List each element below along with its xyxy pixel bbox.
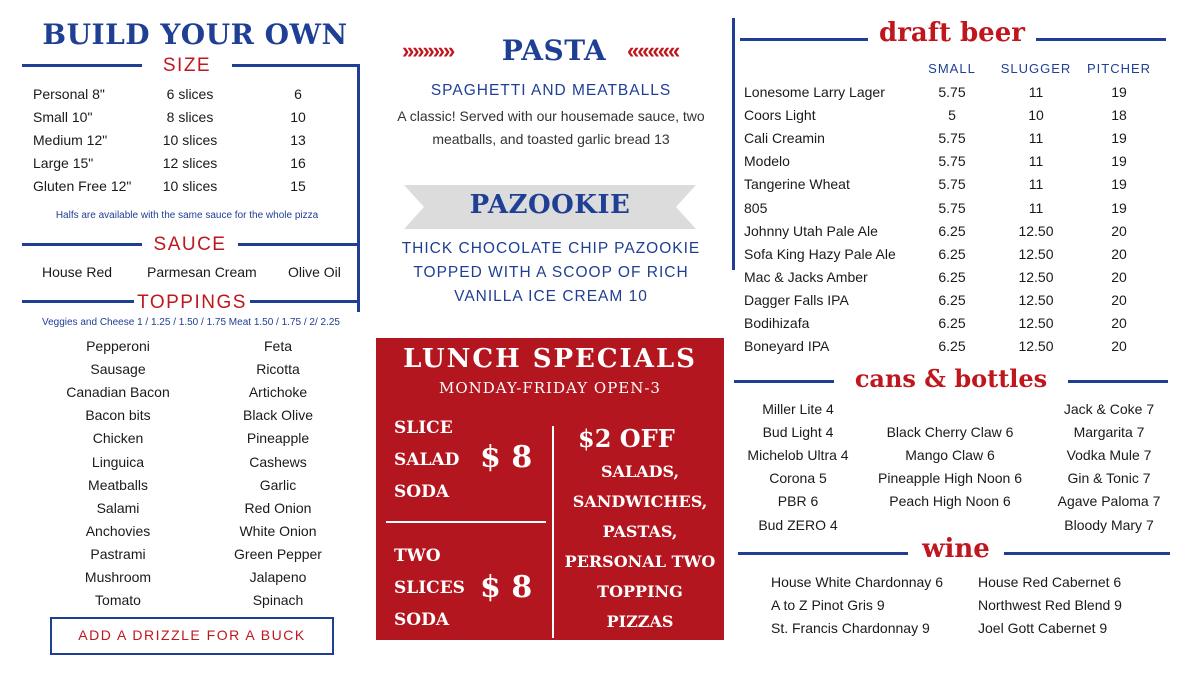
- wine-title: wine: [922, 534, 990, 564]
- topping-item: Sausage: [90, 361, 146, 378]
- topping-item: Canadian Bacon: [66, 384, 170, 401]
- beer-name: Coors Light: [744, 107, 816, 124]
- discount-item: PIZZAS: [606, 612, 674, 631]
- discount-item: TOPPING: [597, 582, 683, 601]
- beer-slugger: 11: [1028, 130, 1044, 147]
- lunch-subtitle: MONDAY-FRIDAY OPEN-3: [439, 379, 661, 397]
- beer-name: Sofa King Hazy Pale Ale: [744, 245, 896, 262]
- beer-name: Tangerine Wheat: [744, 176, 850, 193]
- beer-pitcher: 20: [1111, 268, 1127, 285]
- pazookie-desc: VANILLA ICE CREAM 10: [454, 288, 648, 305]
- can-item: Vodka Mule 7: [1066, 447, 1152, 464]
- beer-pitcher: 20: [1111, 291, 1127, 308]
- beer-name: 805: [744, 199, 768, 216]
- divider: [738, 552, 908, 555]
- beer-slugger: 12.50: [1018, 222, 1054, 239]
- discount-item: SALADS,: [600, 462, 680, 481]
- wine-item: Joel Gott Cabernet 9: [978, 620, 1108, 636]
- size-name: Small 10": [33, 109, 93, 125]
- divider: [732, 18, 735, 270]
- combo-item: SLICE: [394, 418, 453, 438]
- topping-item: Anchovies: [85, 522, 151, 539]
- sauce-option: Parmesan Cream: [147, 264, 257, 280]
- beer-slugger: 10: [1028, 107, 1044, 124]
- size-slices: 12 slices: [162, 155, 218, 171]
- topping-item: Ricotta: [256, 361, 300, 378]
- toppings-heading: TOPPINGS: [137, 292, 247, 313]
- wine-item: House White Chardonnay 6: [771, 574, 943, 590]
- size-price: 10: [290, 109, 306, 125]
- combo-item: TWO: [394, 546, 441, 566]
- pazookie-desc: TOPPED WITH A SCOOP OF RICH: [413, 264, 689, 281]
- beer-name: Boneyard IPA: [744, 338, 830, 355]
- beer-small: 5.75: [938, 199, 966, 216]
- divider: [1036, 38, 1166, 41]
- beer-name: Modelo: [744, 153, 790, 170]
- divider: [22, 243, 142, 246]
- topping-item: White Onion: [239, 522, 317, 539]
- topping-item: Red Onion: [244, 499, 312, 516]
- topping-item: Bacon bits: [85, 407, 151, 424]
- size-slices: 10 slices: [162, 132, 218, 148]
- pasta-title: PASTA: [501, 34, 607, 67]
- combo-price: $ 8: [480, 440, 533, 475]
- topping-item: Black Olive: [242, 407, 314, 424]
- beer-header: PITCHER: [1086, 61, 1152, 76]
- draft-beer-title: draft beer: [879, 18, 1025, 48]
- pasta-description: meatballs, and toasted garlic bread 13: [432, 131, 670, 147]
- beer-header: SMALL: [928, 61, 976, 76]
- lunch-specials-panel: [376, 338, 724, 640]
- can-item: Pineapple High Noon 6: [878, 470, 1022, 487]
- topping-item: Mushroom: [84, 569, 152, 585]
- topping-item: Cashews: [249, 453, 307, 470]
- topping-item: Chicken: [92, 430, 144, 447]
- build-your-own-title: BUILD YOUR OWN: [42, 18, 348, 51]
- topping-item: Pepperoni: [86, 338, 150, 354]
- beer-pitcher: 19: [1111, 84, 1127, 100]
- discount-item: SANDWICHES,: [572, 492, 708, 511]
- cans-bottles-title: cans & bottles: [854, 364, 1048, 393]
- divider: [22, 64, 142, 67]
- topping-item: Jalapeno: [249, 569, 307, 585]
- beer-name: Bodihizafa: [744, 315, 810, 331]
- beer-slugger: 11: [1028, 199, 1044, 216]
- beer-small: 6.25: [938, 245, 966, 262]
- topping-item: Spinach: [252, 592, 304, 609]
- topping-item: Pastrami: [90, 545, 146, 562]
- divider: [357, 64, 360, 312]
- beer-pitcher: 19: [1111, 176, 1127, 193]
- pazookie-title: PAZOOKIE: [469, 190, 631, 220]
- can-item: Corona 5: [769, 470, 827, 487]
- size-price: 16: [290, 155, 306, 171]
- wine-item: Northwest Red Blend 9: [978, 597, 1122, 613]
- combo-price: $ 8: [480, 570, 533, 605]
- beer-pitcher: 20: [1111, 338, 1127, 355]
- can-item: Jack & Coke 7: [1063, 401, 1155, 417]
- beer-header: SLUGGER: [1000, 61, 1072, 76]
- lunch-divider: [386, 521, 546, 523]
- beer-small: 5.75: [938, 153, 966, 170]
- drizzle-text: ADD A DRIZZLE FOR A BUCK: [78, 627, 306, 643]
- beer-pitcher: 20: [1111, 245, 1127, 262]
- size-slices: 6 slices: [166, 86, 214, 102]
- topping-item: Green Pepper: [234, 545, 322, 562]
- halfs-note: Halfs are available with the same sauce for the whole pizza: [55, 210, 319, 221]
- wine-item: A to Z Pinot Gris 9: [771, 597, 885, 613]
- size-name: Gluten Free 12": [33, 178, 132, 194]
- pasta-description: A classic! Served with our housemade sauce, two: [397, 108, 705, 124]
- beer-small: 6.25: [938, 338, 966, 355]
- arrows-left-icon: »»»»»: [402, 38, 454, 63]
- discount-item: PERSONAL TWO: [564, 552, 716, 571]
- pazookie-desc: THICK CHOCOLATE CHIP PAZOOKIE: [401, 240, 701, 257]
- beer-small: 5: [948, 107, 956, 124]
- beer-pitcher: 19: [1111, 199, 1127, 216]
- wine-item: House Red Cabernet 6: [978, 574, 1122, 590]
- topping-item: Pineapple: [246, 430, 310, 447]
- topping-item: Tomato: [95, 592, 141, 609]
- beer-slugger: 12.50: [1018, 315, 1054, 331]
- divider: [22, 300, 134, 303]
- size-name: Personal 8": [33, 86, 105, 102]
- beer-pitcher: 18: [1111, 107, 1127, 124]
- beer-pitcher: 19: [1111, 130, 1127, 147]
- beer-slugger: 12.50: [1018, 338, 1054, 355]
- topping-item: Meatballs: [88, 476, 148, 493]
- beer-small: 6.25: [938, 222, 966, 239]
- can-item: Mango Claw 6: [905, 447, 995, 464]
- divider: [238, 243, 360, 246]
- beer-slugger: 12.50: [1018, 245, 1054, 262]
- toppings-prices: Veggies and Cheese 1 / 1.25 / 1.50 / 1.75 Meat 1.50 / 1.75 / 2/ 2.25: [42, 317, 340, 328]
- size-slices: 10 slices: [162, 178, 218, 194]
- can-item: Bud Light 4: [762, 424, 834, 441]
- can-item: Bud ZERO 4: [758, 516, 838, 533]
- divider: [1068, 380, 1168, 383]
- combo-item: SODA: [394, 610, 450, 630]
- beer-pitcher: 19: [1111, 153, 1127, 170]
- can-item: Margarita 7: [1073, 424, 1145, 441]
- can-item: Gin & Tonic 7: [1067, 470, 1151, 487]
- size-price: 6: [294, 86, 302, 102]
- divider: [232, 64, 360, 67]
- beer-small: 5.75: [938, 130, 966, 147]
- discount-title: $2 OFF: [578, 424, 675, 453]
- beer-name: Dagger Falls IPA: [744, 291, 849, 308]
- pasta-dish: SPAGHETTI AND MEATBALLS: [430, 82, 672, 99]
- beer-name: Cali Creamin: [744, 130, 825, 147]
- beer-name: Lonesome Larry Lager: [744, 84, 885, 100]
- divider: [734, 380, 834, 383]
- beer-small: 5.75: [938, 176, 966, 193]
- size-slices: 8 slices: [166, 109, 214, 125]
- beer-small: 6.25: [938, 268, 966, 285]
- topping-item: Salami: [96, 499, 140, 516]
- topping-item: Feta: [263, 338, 292, 354]
- topping-item: Linguica: [91, 453, 145, 470]
- combo-item: SODA: [394, 482, 450, 502]
- can-item: PBR 6: [777, 493, 819, 510]
- beer-small: 5.75: [938, 84, 966, 100]
- can-item: Bloody Mary 7: [1064, 516, 1154, 533]
- beer-pitcher: 20: [1111, 315, 1127, 331]
- arrows-right-icon: «««««: [627, 38, 679, 63]
- wine-item: St. Francis Chardonnay 9: [771, 620, 930, 636]
- beer-slugger: 11: [1028, 153, 1044, 170]
- size-price: 13: [290, 132, 306, 148]
- topping-item: Artichoke: [248, 384, 308, 401]
- size-name: Large 15": [33, 155, 94, 171]
- sauce-heading: SAUCE: [153, 234, 227, 255]
- lunch-divider: [552, 426, 554, 638]
- combo-item: SLICES: [394, 578, 465, 598]
- beer-pitcher: 20: [1111, 222, 1127, 239]
- can-item: Peach High Noon 6: [889, 493, 1011, 510]
- divider: [250, 300, 360, 303]
- can-item: Michelob Ultra 4: [747, 447, 849, 464]
- discount-item: PASTAS,: [602, 522, 678, 541]
- beer-name: Mac & Jacks Amber: [744, 268, 868, 285]
- can-item: Black Cherry Claw 6: [886, 424, 1014, 440]
- beer-small: 6.25: [938, 291, 966, 308]
- beer-slugger: 12.50: [1018, 291, 1054, 308]
- combo-item: SALAD: [394, 450, 460, 470]
- size-heading: SIZE: [162, 55, 212, 76]
- beer-name: Johnny Utah Pale Ale: [744, 222, 878, 239]
- beer-small: 6.25: [938, 315, 966, 331]
- beer-slugger: 11: [1028, 176, 1044, 193]
- can-item: Miller Lite 4: [762, 401, 834, 417]
- beer-slugger: 12.50: [1018, 268, 1054, 285]
- can-item: Agave Paloma 7: [1057, 493, 1161, 510]
- beer-slugger: 11: [1028, 84, 1044, 100]
- sauce-option: House Red: [42, 264, 113, 280]
- lunch-title: LUNCH SPECIALS: [403, 344, 697, 374]
- size-name: Medium 12": [33, 132, 108, 148]
- divider: [740, 38, 868, 41]
- sauce-option: Olive Oil: [288, 264, 341, 280]
- size-price: 15: [290, 178, 306, 194]
- divider: [1004, 552, 1170, 555]
- topping-item: Garlic: [259, 476, 297, 493]
